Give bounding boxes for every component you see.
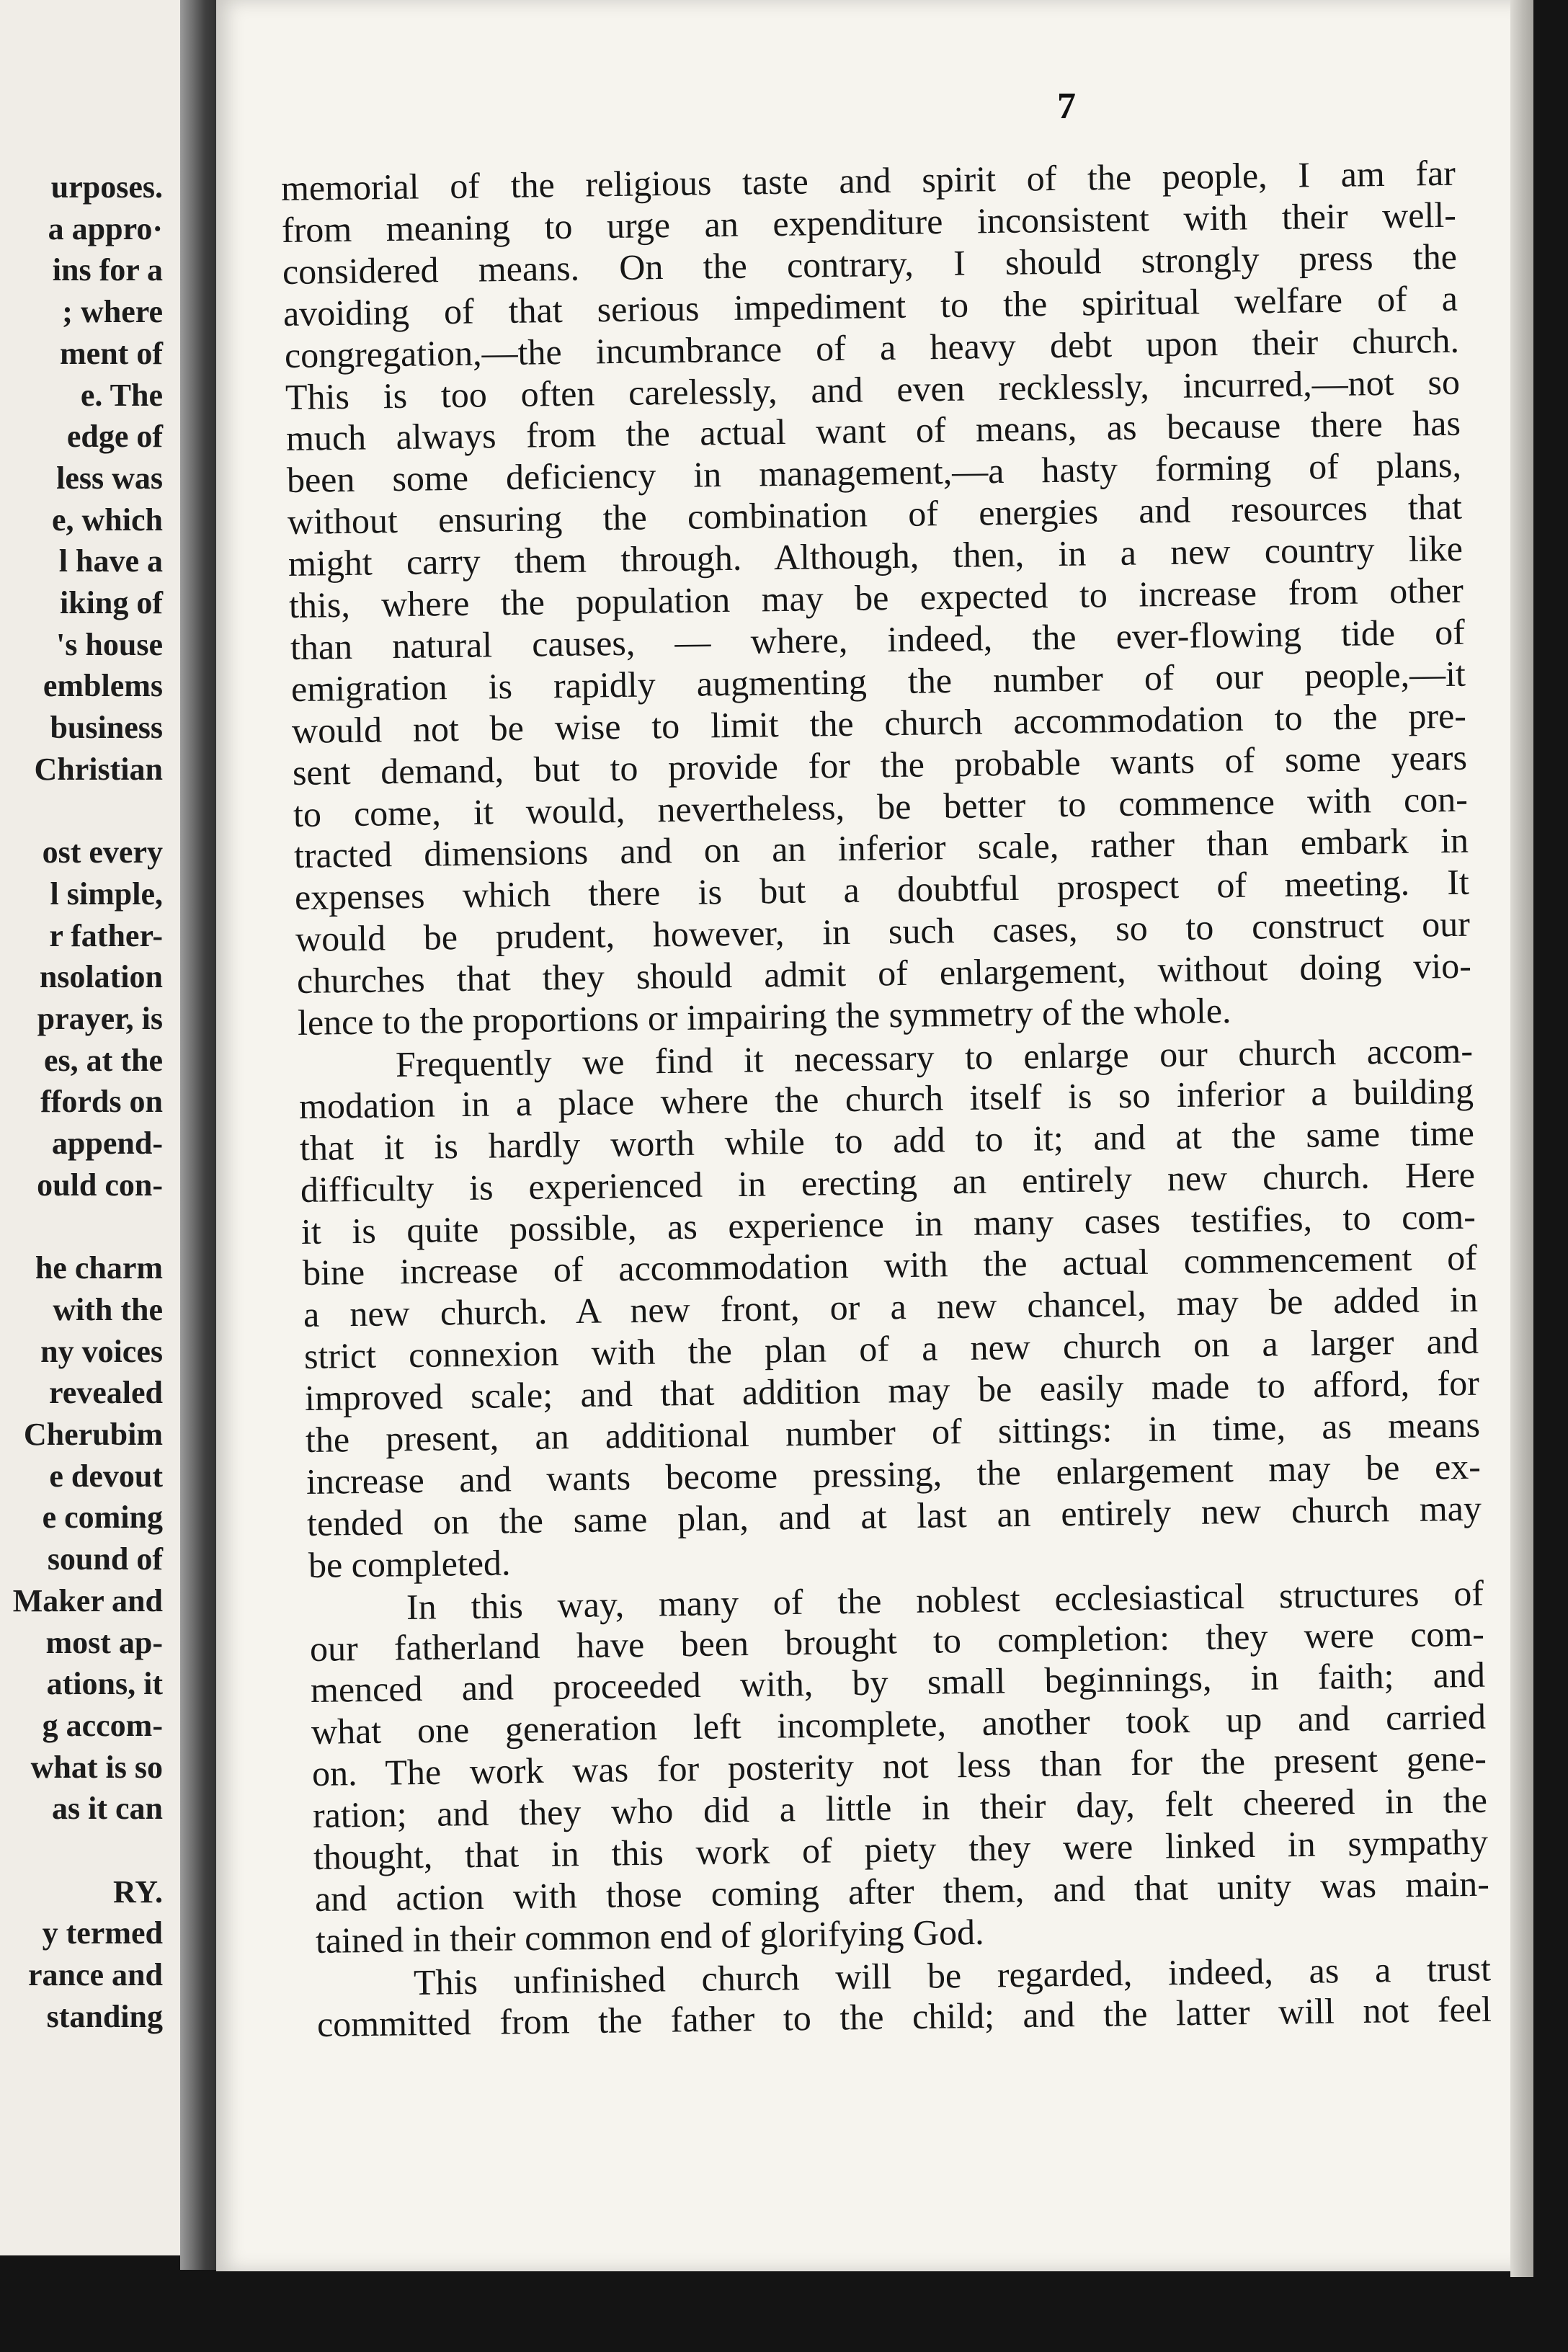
left-page-line: as it can	[52, 1791, 163, 1827]
left-page-line: rance and	[28, 1957, 163, 1993]
left-page-line: e. The	[80, 377, 163, 413]
left-page-line: ffords on	[40, 1084, 163, 1120]
text-line: to come, it would, nevertheless, be better to commence with con-	[293, 778, 1469, 834]
text-line: sent demand, but to provide for the probable wants of some years	[292, 736, 1468, 793]
left-page-line: urposes.	[50, 169, 163, 205]
left-page-line: es, at the	[44, 1042, 163, 1078]
left-page-line: ould con-	[37, 1167, 163, 1203]
body-text	[216, 0, 1519, 2271]
left-page-line: l simple,	[50, 876, 163, 912]
text-line: our fatherland have been brought to completion: they were com-	[309, 1613, 1484, 1669]
text-line: This unfinished church will be regarded, indeed, as a trust	[413, 1948, 1492, 2003]
left-page-line: a appro·	[48, 210, 163, 246]
left-page-line: he charm	[35, 1250, 163, 1286]
left-page-line: Christian	[34, 751, 163, 787]
text-line: lence to the proportions or impairing the symmetry of the whole.	[297, 990, 1231, 1043]
text-line: avoiding of that serious impediment to the spiritual welfare of a	[283, 277, 1458, 334]
left-page-line: most ap-	[45, 1624, 163, 1660]
left-page-line: l have a	[58, 543, 163, 579]
right-page	[216, 0, 1519, 2271]
text-line: that it is hardly worth while to add to it; and at the same time	[299, 1112, 1475, 1168]
left-page-line: e, which	[52, 502, 163, 538]
text-line: tended on the same plan, and at last an entirely new church may	[306, 1487, 1482, 1544]
page-number: 7	[1057, 86, 1076, 127]
left-page-line: nsolation	[39, 959, 163, 995]
text-line: churches that they should admit of enlargement, without doing vio-	[296, 945, 1471, 1002]
left-page-line: append-	[51, 1126, 163, 1162]
text-line: memorial of the religious taste and spirit of the people, I am far	[280, 152, 1456, 208]
left-page-line: Maker and	[12, 1582, 163, 1618]
left-page-line: with the	[53, 1291, 163, 1327]
text-line: improved scale; and that addition may be easily made to afford, for	[304, 1362, 1480, 1419]
text-line: expenses which there is but a doubtful prospect of meeting. It	[294, 861, 1470, 918]
left-page-line: ment of	[60, 335, 163, 371]
left-page-line: prayer, is	[37, 1001, 163, 1036]
left-page-line: g accom-	[42, 1707, 163, 1743]
text-line: it is quite possible, as experience in many cases testifies, to com-	[301, 1195, 1476, 1252]
text-line: the present, an additional number of sittings: in time, as means	[305, 1404, 1481, 1460]
text-line: increase and wants become pressing, the enlargement may be ex-	[306, 1446, 1482, 1502]
text-line: this, where the population may be expected to increase from other	[288, 569, 1464, 625]
left-page-line: ins for a	[52, 252, 163, 288]
left-page-line: revealed	[48, 1375, 163, 1411]
text-line: and action with those coming after them, and that unity was main-	[314, 1863, 1489, 1919]
page-edge-shadow	[1510, 0, 1533, 2277]
text-line: menced and proceeded with, by small beginnings, in faith; and	[310, 1654, 1486, 1711]
text-line: would be prudent, however, in such cases, so to construct our	[295, 903, 1471, 960]
text-line: without ensuring the combination of energies and resources that	[287, 486, 1463, 543]
text-line: a new church. A new front, or a new chancel, may be added in	[303, 1278, 1478, 1335]
text-line: Frequently we find it necessary to enlarge our church accom-	[395, 1030, 1474, 1084]
text-line: from meaning to urge an expenditure inconsistent with their well-	[281, 194, 1457, 250]
text-line: modation in a place where the church itself is so inferior a building	[298, 1070, 1474, 1126]
left-page-line: ny voices	[40, 1333, 163, 1369]
left-page-lines	[0, 0, 163, 2255]
left-page-line: ations, it	[46, 1666, 163, 1702]
text-line: ration; and they who did a little in their day, felt cheered in the	[312, 1779, 1488, 1836]
left-page-line: sound of	[47, 1541, 163, 1577]
left-page-line: Cherubim	[23, 1417, 163, 1452]
left-page-line: y termed	[42, 1915, 163, 1951]
text-line: congregation,—the incumbrance of a heavy debt upon their church.	[284, 319, 1459, 375]
left-page-line: standing	[46, 1998, 163, 2034]
left-page-line: emblems	[43, 668, 163, 704]
left-page-line: less was	[56, 460, 163, 496]
text-line: tained in their common end of glorifying God.	[315, 1911, 984, 1961]
left-page-line: business	[50, 710, 163, 746]
text-line: than natural causes, — where, indeed, the ever-flowing tide of	[290, 611, 1465, 667]
left-page-line: e coming	[42, 1500, 163, 1536]
text-line: bine increase of accommodation with the actual commencement of	[302, 1237, 1477, 1293]
text-line: emigration is rapidly augmenting the number of our people,—it	[290, 653, 1466, 709]
left-page-fragment	[0, 0, 189, 2255]
left-page-line: 's house	[56, 626, 163, 662]
left-page-line: ost every	[42, 834, 163, 870]
text-line: This is too often carelessly, and even recklessly, incurred,—not so	[285, 361, 1460, 417]
text-line: tracted dimensions and on an inferior scale, rather than embark in	[293, 820, 1469, 876]
text-line: In this way, many of the noblest ecclesiastical structures of	[406, 1572, 1484, 1627]
text-line: would not be wise to limit the church accommodation to the pre-	[291, 695, 1466, 751]
text-line: thought, that in this work of piety they were linked in sympathy	[313, 1821, 1489, 1877]
left-page-line: edge of	[66, 419, 163, 455]
left-page-line: RY.	[113, 1874, 163, 1910]
text-line: on. The work was for posterity not less than for the present gene-	[311, 1737, 1487, 1794]
text-line: be completed.	[308, 1542, 511, 1585]
text-line: considered means. On the contrary, I should strongly press the	[282, 236, 1458, 292]
text-line: committed from the father to the child; and the latter will not feel	[316, 1988, 1492, 2044]
text-line: been some deficiency in management,—a hasty forming of plans,	[286, 444, 1462, 501]
left-page-line: ; where	[62, 294, 163, 330]
left-page-line: e devout	[49, 1458, 163, 1494]
left-page-line: what is so	[30, 1749, 163, 1785]
text-line: might carry them through. Although, then, in a new country like	[288, 527, 1464, 584]
left-page-line: iking of	[59, 585, 163, 620]
text-line: difficulty is experienced in erecting an entirely new church. Here	[300, 1154, 1476, 1210]
text-line: strict connexion with the plan of a new church on a larger and	[303, 1320, 1479, 1377]
text-line: much always from the actual want of means, as because there has	[285, 403, 1461, 459]
left-page-line: r father-	[49, 917, 163, 953]
text-line: what one generation left incomplete, another took up and carried	[311, 1696, 1487, 1752]
